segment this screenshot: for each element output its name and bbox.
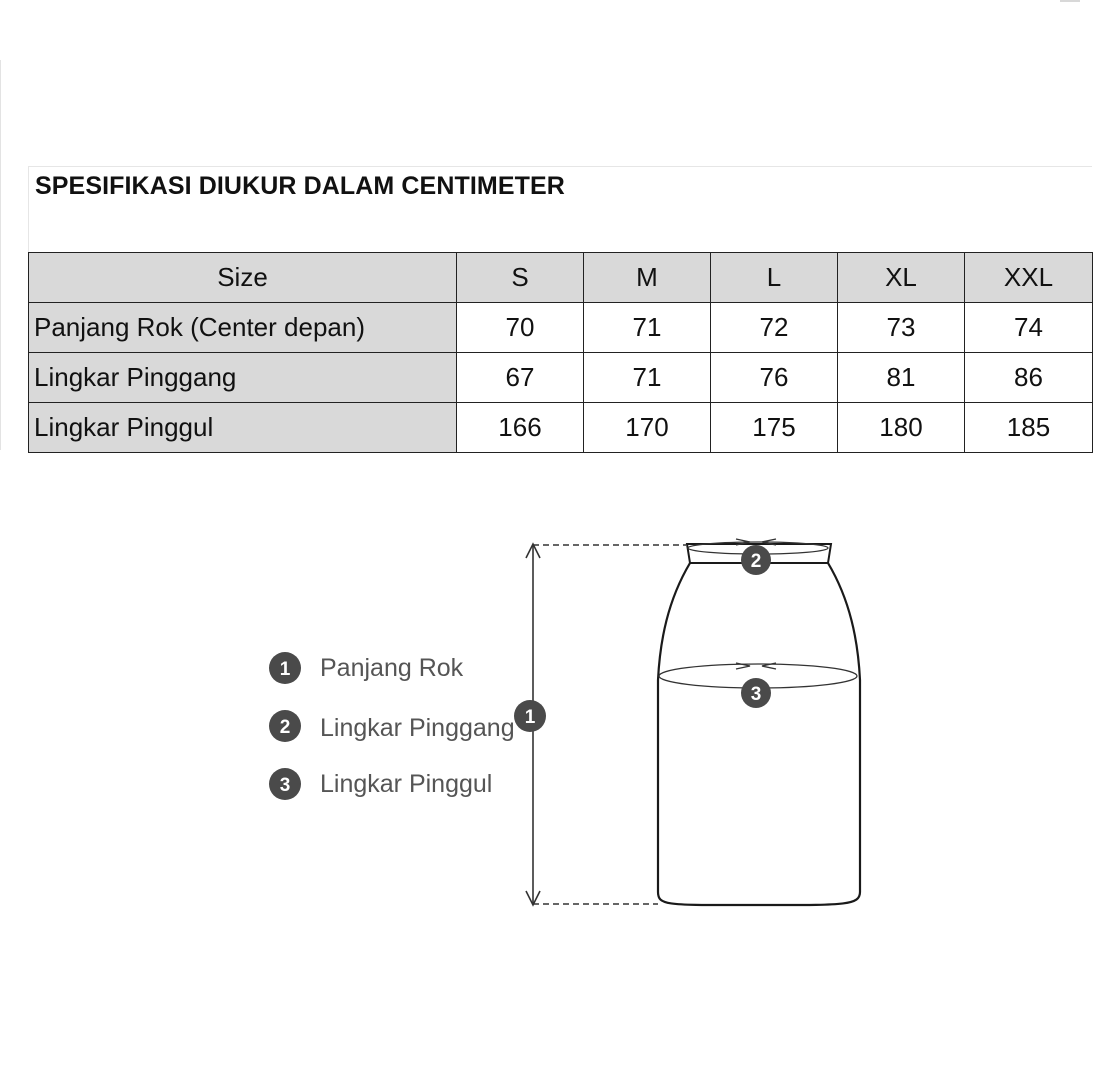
spec-title: SPESIFIKASI DIUKUR DALAM CENTIMETER	[35, 172, 565, 200]
table-cell: 70	[457, 303, 584, 353]
table-header-row	[29, 253, 1093, 303]
skirt-measurement-diagram	[250, 520, 890, 940]
legend-item-lingkar-pinggul	[269, 768, 492, 800]
legend-item-panjang-rok	[269, 652, 464, 684]
skirt-body	[658, 563, 860, 905]
table-cell: 72	[711, 303, 838, 353]
legend-item-lingkar-pinggang	[269, 710, 515, 742]
table-cell: 67	[457, 353, 584, 403]
size-spec-section	[28, 166, 1092, 453]
table-cell: 73	[838, 303, 965, 353]
table-cell: 180	[838, 403, 965, 453]
table-cell: 166	[457, 403, 584, 453]
row-label-lingkar-pinggang: Lingkar Pinggang	[29, 353, 457, 403]
skirt-diagram-svg	[250, 520, 890, 940]
table-cell: 86	[965, 353, 1093, 403]
header-size-l: L	[711, 253, 838, 303]
size-table	[28, 252, 1093, 453]
table-cell: 71	[584, 303, 711, 353]
header-size-label: Size	[29, 253, 457, 303]
table-row	[29, 403, 1093, 453]
legend-label-lingkar-pinggang: Lingkar Pinggang	[320, 714, 515, 742]
spec-title-row	[28, 166, 1092, 252]
legend-number-2: 2	[279, 717, 291, 738]
header-size-m: M	[584, 253, 711, 303]
hip-marker-number: 3	[750, 684, 762, 705]
table-row	[29, 303, 1093, 353]
table-cell: 175	[711, 403, 838, 453]
waist-marker-number: 2	[750, 551, 762, 572]
length-measure-line	[514, 544, 686, 905]
table-cell: 185	[965, 403, 1093, 453]
length-marker-number: 1	[524, 707, 536, 728]
legend-label-lingkar-pinggul: Lingkar Pinggul	[320, 770, 493, 798]
header-size-s: S	[457, 253, 584, 303]
row-label-lingkar-pinggul: Lingkar Pinggul	[29, 403, 457, 453]
row-label-panjang-rok: Panjang Rok (Center depan)	[29, 303, 457, 353]
corner-divider	[1060, 0, 1080, 2]
legend-label-panjang-rok: Panjang Rok	[320, 654, 464, 682]
table-cell: 71	[584, 353, 711, 403]
header-size-xxl: XXL	[965, 253, 1093, 303]
table-row	[29, 353, 1093, 403]
legend-number-1: 1	[279, 659, 291, 680]
hip-measure	[659, 663, 857, 708]
table-cell: 74	[965, 303, 1093, 353]
table-cell: 76	[711, 353, 838, 403]
skirt-outline	[658, 544, 860, 905]
table-cell: 81	[838, 353, 965, 403]
legend-number-3: 3	[279, 775, 291, 796]
table-cell: 170	[584, 403, 711, 453]
header-size-xl: XL	[838, 253, 965, 303]
left-divider	[0, 60, 1, 450]
